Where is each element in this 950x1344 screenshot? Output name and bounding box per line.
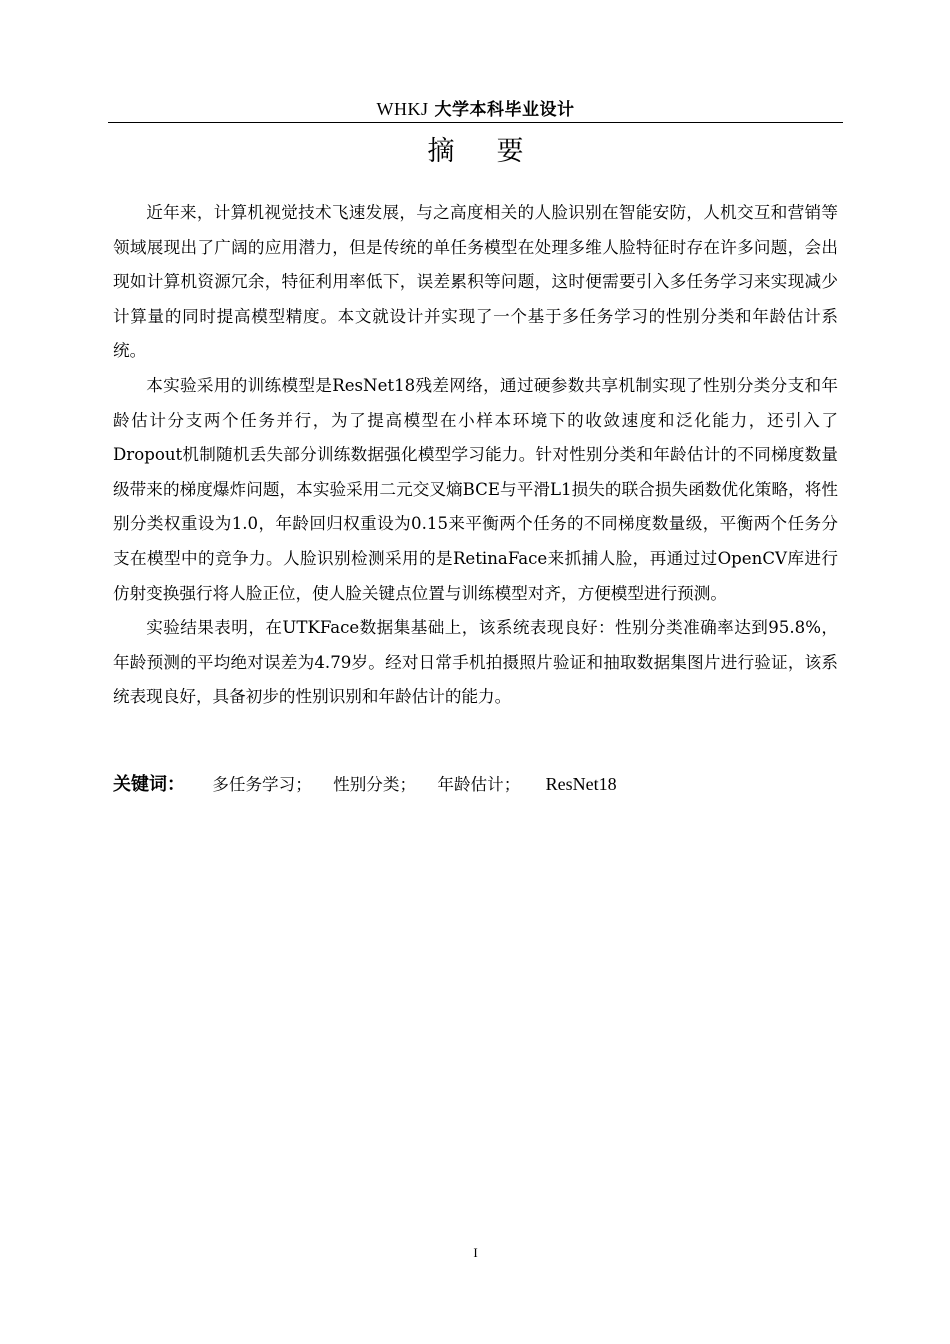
abstract-paragraph-3: 实验结果表明，在UTKFace数据集基础上，该系统表现良好：性别分类准确率达到95.8%，年龄预测的平均绝对误差为4.79岁。经对日常手机拍摄照片验证和抽取数据集图片进行验证，该系统表现良好，具备初步的性别识别和年龄估计的能力。 bbox=[113, 618, 838, 707]
abstract-paragraph-1: 近年来，计算机视觉技术飞速发展，与之高度相关的人脸识别在智能安防，人机交互和营销等领域展现出了广阔的应用潜力，但是传统的单任务模型在处理多维人脸特征时存在许多问题，会出现如计算机资源冗余，特征利用率低下，误差累积等问题，这时便需要引入多任务学习来实现减少计算量的同时提高模型精度。本文就设计并实现了一个基于多任务学习的性别分类和年龄估计系统。 bbox=[113, 203, 838, 361]
running-header bbox=[108, 96, 843, 122]
header-school-code: WHKJ bbox=[376, 99, 429, 119]
keyword-item: 年龄估计； bbox=[437, 775, 521, 794]
abstract-paragraph-2: 本实验采用的训练模型是ResNet18残差网络，通过硬参数共享机制实现了性别分类分支和年龄估计分支两个任务并行，为了提高模型在小样本环境下的收敛速度和泛化能力，还引入了Dropout机制随机丢失部分训练数据强化模型学习能力。针对性别分类和年龄估计的不同梯度数量级带来的梯度爆炸问题，本实验采用二元交叉熵BCE与平滑L1损失的联合损失函数优化策略，将性别分类权重设为1.0，年龄回归权重设为0.15来平衡两个任务的不同梯度数量级，平衡两个任务分支在模型中的竞争力。人脸识别检测采用的是RetinaFace来抓捕人脸，再通过过OpenCV库进行仿射变换强行将人脸正位，使人脸关键点位置与训练模型对齐，方便模型进行预测。 bbox=[113, 375, 838, 603]
keyword-item: 多任务学习； bbox=[212, 775, 312, 794]
keywords-line bbox=[113, 767, 838, 801]
keyword-item: ResNet18 bbox=[545, 774, 617, 794]
header-title: 大学本科毕业设计 bbox=[434, 100, 575, 120]
keywords-label: 关键词： bbox=[113, 774, 185, 795]
page-title: 摘要 bbox=[427, 136, 566, 167]
keyword-item: 性别分类； bbox=[333, 775, 417, 794]
header-rule bbox=[108, 122, 843, 123]
abstract-body bbox=[113, 196, 838, 715]
page-number: I bbox=[473, 1245, 478, 1260]
